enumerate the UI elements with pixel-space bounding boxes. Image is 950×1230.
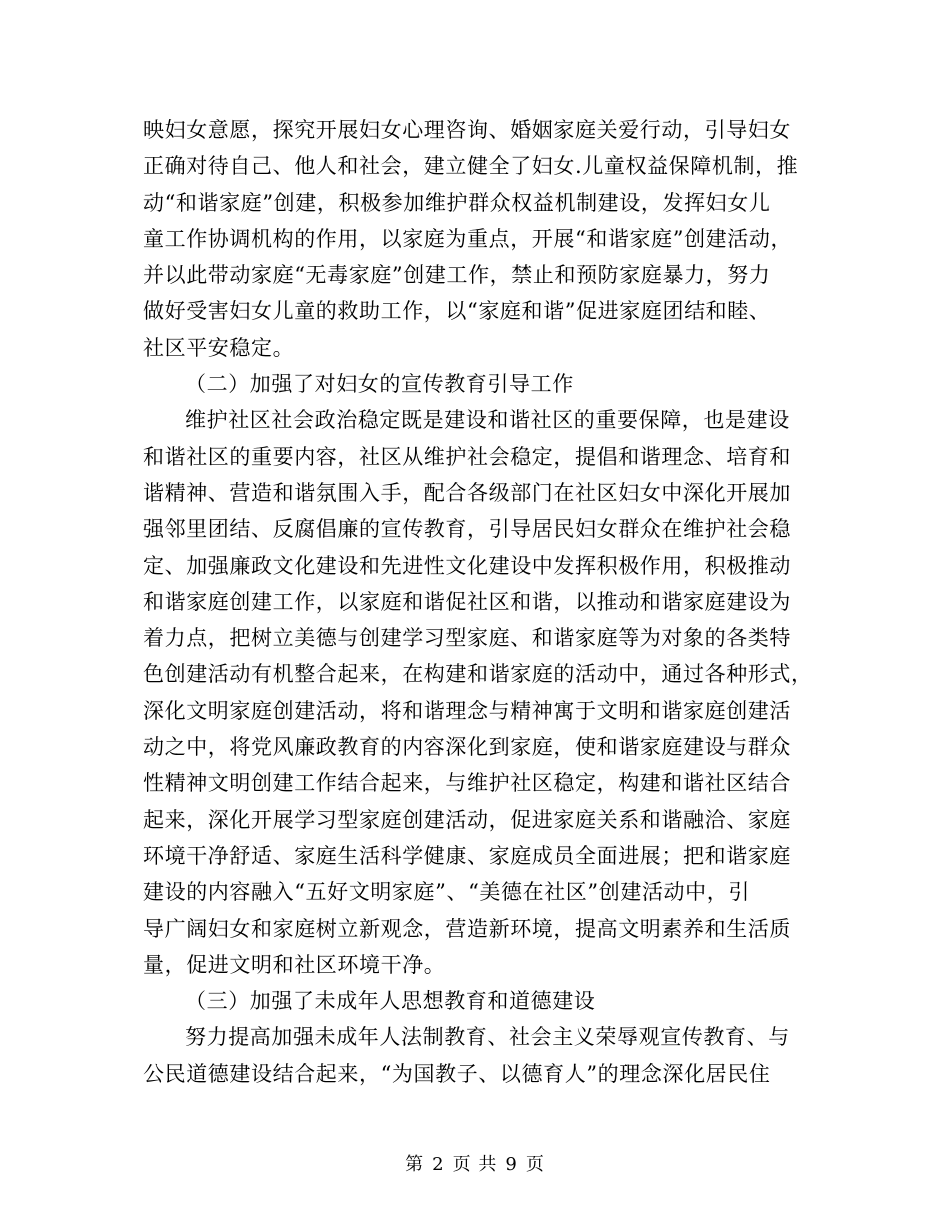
text-line: 深化文明家庭创建活动，将和谐理念与精神寓于文明和谐家庭创建活	[143, 698, 791, 723]
text-line: 做好受害妇女儿童的救助工作，以“家庭和谐”促进家庭团结和睦、	[143, 299, 771, 324]
footer-total-pages: 9	[505, 1154, 518, 1175]
text-line: 公民道德建设结合起来，“为国教子、以德育人”的理念深化居民住	[143, 1061, 771, 1086]
text-line: 环境干净舒适、家庭生活科学健康、家庭成员全面进展；把和谐家庭	[143, 843, 791, 868]
text-line: 动之中，将党风廉政教育的内容深化到家庭，使和谐家庭建设与群众	[143, 735, 791, 760]
document-body	[143, 112, 813, 1092]
text-line: 和谐家庭创建工作，以家庭和谐促社区和谐，以推动和谐家庭建设为	[143, 589, 791, 614]
text-line: 性精神文明创建工作结合起来，与维护社区稳定，构建和谐社区结合	[143, 771, 791, 796]
text-line: 起来，深化开展学习型家庭创建活动，促进家庭关系和谐融洽、家庭	[143, 807, 791, 832]
text-line: 和谐社区的重要内容，社区从维护社会稳定，提倡和谐理念、培育和	[143, 444, 791, 469]
text-line: 并以此带动家庭“无毒家庭”创建工作，禁止和预防家庭暴力，努力	[143, 263, 771, 288]
footer-middle: 页 共	[452, 1154, 498, 1175]
text-line: 强邻里团结、反腐倡廉的宣传教育，引导居民妇女群众在维护社会稳	[143, 517, 791, 542]
text-line: 维护社区社会政治稳定既是建设和谐社区的重要保障，也是建设	[185, 408, 790, 433]
text-line: 建设的内容融入“五好文明家庭”、“美德在社区”创建活动中，引	[143, 880, 750, 905]
text-line: 着力点，把树立美德与创建学习型家庭、和谐家庭等为对象的各类特	[143, 626, 791, 651]
text-line: 童工作协调机构的作用，以家庭为重点，开展“和谐家庭”创建活动，	[143, 226, 793, 251]
page-footer	[0, 1150, 950, 1176]
text-line: 映妇女意愿，探究开展妇女心理咨询、婚姻家庭关爱行动，引导妇女	[143, 118, 791, 142]
footer-suffix: 页	[525, 1154, 545, 1175]
text-line: 正确对待自己、他人和社会，建立健全了妇女.儿童权益保障机制，推	[143, 154, 799, 179]
text-line: 量，促进文明和社区环境干净。	[143, 952, 446, 977]
text-line: 定、加强廉政文化建设和先进性文化建设中发挥积极作用，积极推动	[143, 553, 791, 578]
text-line: 导广阔妇女和家庭树立新观念，营造新环境，提高文明素养和生活质	[143, 916, 791, 941]
text-line: 社区平安稳定。	[143, 335, 295, 360]
text-line: 色创建活动有机整合起来，在构建和谐家庭的活动中，通过各种形式，	[143, 662, 813, 687]
section-heading: （三）加强了未成年人思想教育和道德建设	[185, 989, 596, 1014]
text-line: 谐精神、营造和谐氛围入手，配合各级部门在社区妇女中深化开展加	[143, 480, 791, 505]
section-heading: （二）加强了对妇女的宣传教育引导工作	[185, 372, 574, 397]
footer-prefix: 第	[405, 1154, 425, 1175]
footer-page-number: 2	[432, 1154, 445, 1175]
text-line: 努力提高加强未成年人法制教育、社会主义荣辱观宣传教育、与	[185, 1025, 790, 1050]
text-line: 动“和谐家庭”创建，积极参加维护群众权益机制建设，发挥妇女儿	[143, 190, 771, 215]
